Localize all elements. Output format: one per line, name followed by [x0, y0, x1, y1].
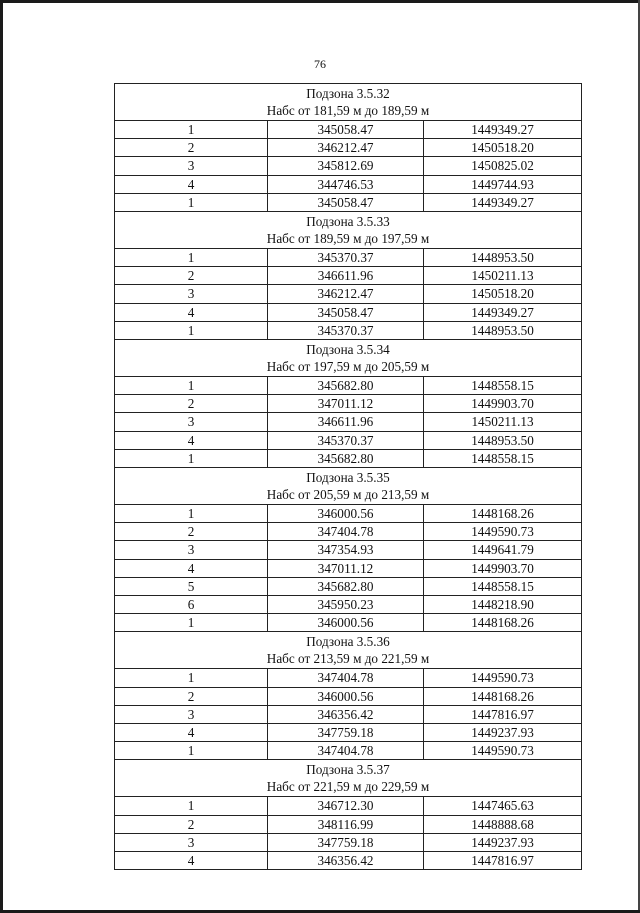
- y-coordinate-cell: 1449237.93: [424, 724, 582, 742]
- y-coordinate-cell: 1448168.26: [424, 614, 582, 632]
- table-row: [115, 303, 582, 321]
- point-number-cell: 2: [115, 395, 268, 413]
- subzone-height-range: Набс от 213,59 м до 221,59 м: [266, 651, 430, 667]
- y-coordinate-cell: 1448558.15: [424, 577, 582, 595]
- y-coordinate-cell: 1448168.26: [424, 687, 582, 705]
- subzone-height-range: Набс от 197,59 м до 205,59 м: [266, 359, 430, 375]
- y-coordinate-cell: 1447465.63: [424, 797, 582, 815]
- y-coordinate-cell: 1447816.97: [424, 852, 582, 870]
- subzone-name: Подзона 3.5.32: [306, 86, 390, 101]
- y-coordinate-cell: 1450518.20: [424, 285, 582, 303]
- point-number-cell: 1: [115, 449, 268, 467]
- x-coordinate-cell: 347759.18: [268, 724, 424, 742]
- point-number-cell: 4: [115, 559, 268, 577]
- point-number-cell: 4: [115, 303, 268, 321]
- table-row: [115, 431, 582, 449]
- x-coordinate-cell: 345682.80: [268, 449, 424, 467]
- x-coordinate-cell: 347404.78: [268, 669, 424, 687]
- point-number-cell: 3: [115, 833, 268, 851]
- x-coordinate-cell: 348116.99: [268, 815, 424, 833]
- y-coordinate-cell: 1448953.50: [424, 321, 582, 339]
- point-number-cell: 3: [115, 705, 268, 723]
- subzone-height-range: Набс от 221,59 м до 229,59 м: [266, 779, 430, 795]
- y-coordinate-cell: 1450518.20: [424, 139, 582, 157]
- table-row: [115, 797, 582, 815]
- table-row: [115, 505, 582, 523]
- scan-border: [0, 0, 640, 3]
- table-row: [115, 742, 582, 760]
- y-coordinate-cell: 1447816.97: [424, 705, 582, 723]
- table-row: [115, 139, 582, 157]
- point-number-cell: 3: [115, 413, 268, 431]
- x-coordinate-cell: 346611.96: [268, 267, 424, 285]
- subzone-header-row: [115, 340, 582, 377]
- point-number-cell: 1: [115, 797, 268, 815]
- subzone-header-row: [115, 468, 582, 505]
- x-coordinate-cell: 347404.78: [268, 523, 424, 541]
- y-coordinate-cell: 1448558.15: [424, 449, 582, 467]
- y-coordinate-cell: 1450211.13: [424, 267, 582, 285]
- y-coordinate-cell: 1450825.02: [424, 157, 582, 175]
- subzone-header: [115, 212, 582, 249]
- point-number-cell: 1: [115, 742, 268, 760]
- y-coordinate-cell: 1449744.93: [424, 175, 582, 193]
- y-coordinate-cell: 1449237.93: [424, 833, 582, 851]
- y-coordinate-cell: 1448953.50: [424, 431, 582, 449]
- point-number-cell: 1: [115, 321, 268, 339]
- point-number-cell: 1: [115, 193, 268, 211]
- point-number-cell: 1: [115, 505, 268, 523]
- subzone-name: Подзона 3.5.35: [306, 470, 390, 486]
- x-coordinate-cell: 344746.53: [268, 175, 424, 193]
- point-number-cell: 1: [115, 614, 268, 632]
- table-row: [115, 577, 582, 595]
- table-row: [115, 377, 582, 395]
- table-row: [115, 175, 582, 193]
- point-number-cell: 2: [115, 523, 268, 541]
- y-coordinate-cell: 1449349.27: [424, 303, 582, 321]
- x-coordinate-cell: 345682.80: [268, 577, 424, 595]
- y-coordinate-cell: 1449641.79: [424, 541, 582, 559]
- y-coordinate-cell: 1449590.73: [424, 523, 582, 541]
- x-coordinate-cell: 346712.30: [268, 797, 424, 815]
- y-coordinate-cell: 1449903.70: [424, 395, 582, 413]
- point-number-cell: 4: [115, 175, 268, 193]
- point-number-cell: 2: [115, 139, 268, 157]
- subzone-header: [115, 760, 582, 797]
- x-coordinate-cell: 345370.37: [268, 249, 424, 267]
- subzone-header-row: [115, 632, 582, 669]
- table-row: [115, 596, 582, 614]
- subzone-header-row: [115, 84, 582, 121]
- y-coordinate-cell: 1448953.50: [424, 249, 582, 267]
- point-number-cell: 4: [115, 852, 268, 870]
- y-coordinate-cell: 1449590.73: [424, 742, 582, 760]
- x-coordinate-cell: 346611.96: [268, 413, 424, 431]
- subzone-name: Подзона 3.5.37: [306, 762, 390, 778]
- x-coordinate-cell: 346000.56: [268, 687, 424, 705]
- subzone-height-range: Набс от 181,59 м до 189,59 м: [266, 103, 430, 118]
- x-coordinate-cell: 346000.56: [268, 505, 424, 523]
- table-row: [115, 523, 582, 541]
- table-row: [115, 193, 582, 211]
- point-number-cell: 1: [115, 377, 268, 395]
- table-row: [115, 121, 582, 139]
- point-number-cell: 2: [115, 815, 268, 833]
- table-row: [115, 157, 582, 175]
- table-row: [115, 669, 582, 687]
- x-coordinate-cell: 346356.42: [268, 852, 424, 870]
- subzone-header-row: [115, 212, 582, 249]
- x-coordinate-cell: 345812.69: [268, 157, 424, 175]
- table-row: [115, 413, 582, 431]
- y-coordinate-cell: 1448888.68: [424, 815, 582, 833]
- x-coordinate-cell: 345058.47: [268, 121, 424, 139]
- table-row: [115, 705, 582, 723]
- point-number-cell: 4: [115, 431, 268, 449]
- table-row: [115, 833, 582, 851]
- x-coordinate-cell: 345950.23: [268, 596, 424, 614]
- y-coordinate-cell: 1449349.27: [424, 121, 582, 139]
- table-row: [115, 285, 582, 303]
- table-row: [115, 559, 582, 577]
- point-number-cell: 3: [115, 157, 268, 175]
- x-coordinate-cell: 346212.47: [268, 139, 424, 157]
- table-row: [115, 267, 582, 285]
- point-number-cell: 2: [115, 687, 268, 705]
- table-row: [115, 249, 582, 267]
- x-coordinate-cell: 347759.18: [268, 833, 424, 851]
- x-coordinate-cell: 345370.37: [268, 431, 424, 449]
- x-coordinate-cell: 345682.80: [268, 377, 424, 395]
- x-coordinate-cell: 346212.47: [268, 285, 424, 303]
- table-row: [115, 541, 582, 559]
- y-coordinate-cell: 1450211.13: [424, 413, 582, 431]
- subzone-height-range: Набс от 189,59 м до 197,59 м: [266, 231, 430, 247]
- x-coordinate-cell: 347011.12: [268, 395, 424, 413]
- subzone-name: Подзона 3.5.36: [306, 634, 390, 650]
- y-coordinate-cell: 1449349.27: [424, 193, 582, 211]
- x-coordinate-cell: 347011.12: [268, 559, 424, 577]
- y-coordinate-cell: 1448218.90: [424, 596, 582, 614]
- point-number-cell: 3: [115, 541, 268, 559]
- point-number-cell: 4: [115, 724, 268, 742]
- coordinates-table: [114, 83, 582, 870]
- point-number-cell: 2: [115, 267, 268, 285]
- table-row: [115, 724, 582, 742]
- subzone-height-range: Набс от 205,59 м до 213,59 м: [266, 487, 430, 503]
- coordinates-table-body: [115, 84, 582, 870]
- table-row: [115, 852, 582, 870]
- x-coordinate-cell: 347404.78: [268, 742, 424, 760]
- subzone-name: Подзона 3.5.34: [306, 342, 390, 358]
- subzone-header: [115, 632, 582, 669]
- x-coordinate-cell: 346000.56: [268, 614, 424, 632]
- point-number-cell: 1: [115, 669, 268, 687]
- scan-border: [0, 0, 3, 913]
- table-row: [115, 815, 582, 833]
- x-coordinate-cell: 345370.37: [268, 321, 424, 339]
- subzone-name: Подзона 3.5.33: [306, 214, 390, 230]
- subzone-header: [115, 468, 582, 505]
- page-number: 76: [314, 57, 326, 71]
- x-coordinate-cell: 346356.42: [268, 705, 424, 723]
- subzone-header-row: [115, 760, 582, 797]
- y-coordinate-cell: 1448168.26: [424, 505, 582, 523]
- table-row: [115, 614, 582, 632]
- y-coordinate-cell: 1449590.73: [424, 669, 582, 687]
- y-coordinate-cell: 1448558.15: [424, 377, 582, 395]
- x-coordinate-cell: 345058.47: [268, 193, 424, 211]
- x-coordinate-cell: 347354.93: [268, 541, 424, 559]
- point-number-cell: 3: [115, 285, 268, 303]
- point-number-cell: 5: [115, 577, 268, 595]
- point-number-cell: 6: [115, 596, 268, 614]
- table-row: [115, 395, 582, 413]
- point-number-cell: 1: [115, 121, 268, 139]
- point-number-cell: 1: [115, 249, 268, 267]
- subzone-header: [115, 84, 582, 121]
- y-coordinate-cell: 1449903.70: [424, 559, 582, 577]
- table-row: [115, 687, 582, 705]
- subzone-header: [115, 340, 582, 377]
- x-coordinate-cell: 345058.47: [268, 303, 424, 321]
- table-row: [115, 321, 582, 339]
- table-row: [115, 449, 582, 467]
